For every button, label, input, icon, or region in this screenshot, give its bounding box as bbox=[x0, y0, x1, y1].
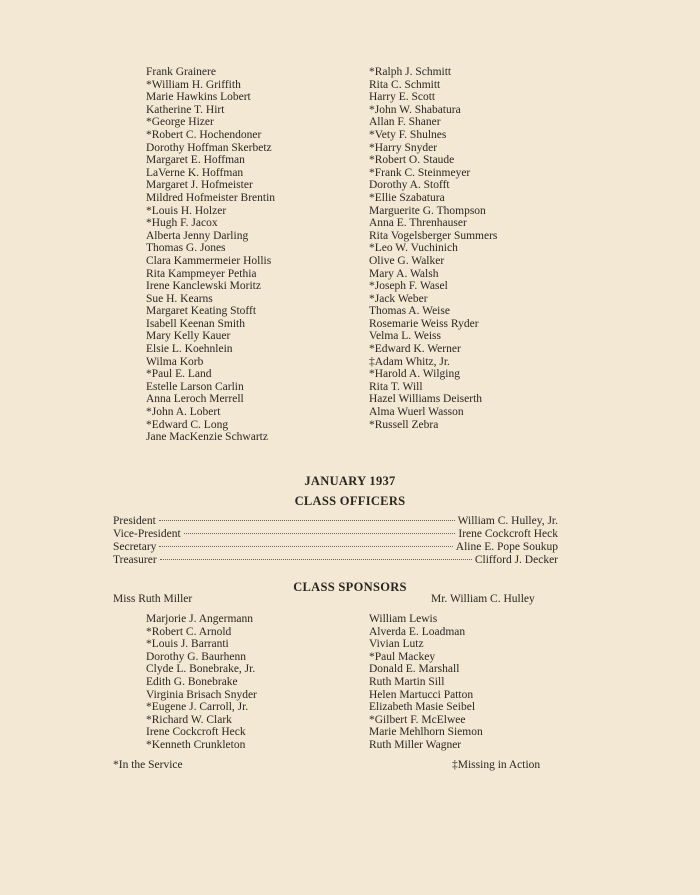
officer-name: Clifford J. Decker bbox=[474, 554, 558, 566]
name-entry: LaVerne K. Hoffman bbox=[146, 166, 244, 179]
name-entry: Olive G. Walker bbox=[369, 254, 445, 267]
name-entry: Marie Hawkins Lobert bbox=[146, 91, 251, 104]
name-entry: Vivian Lutz bbox=[369, 638, 424, 651]
name-entry: Helen Martucci Patton bbox=[369, 688, 474, 701]
name-entry: Wilma Korb bbox=[146, 355, 204, 368]
name-entry: Thomas G. Jones bbox=[146, 242, 226, 255]
name-entry: Clara Kammermeier Hollis bbox=[146, 254, 272, 267]
name-entry: Harry E. Scott bbox=[369, 91, 436, 104]
name-entry: ‡Adam Whitz, Jr. bbox=[369, 355, 450, 368]
name-entry: Mildred Hofmeister Brentin bbox=[146, 191, 276, 204]
name-entry: *Harold A. Wilging bbox=[369, 368, 461, 381]
name-entry: *George Hizer bbox=[146, 116, 214, 129]
name-entry: *John A. Lobert bbox=[146, 406, 221, 419]
name-entry: Ruth Martin Sill bbox=[369, 675, 445, 688]
name-entry: *Joseph F. Wasel bbox=[369, 280, 448, 293]
name-entry: Irene Cockcroft Heck bbox=[146, 726, 246, 739]
name-entry: Anna E. Threnhauser bbox=[369, 217, 467, 230]
name-entry: *Vety F. Shulnes bbox=[369, 128, 447, 141]
officer-title: President bbox=[113, 515, 156, 527]
class-date-heading: JANUARY 1937 bbox=[304, 474, 396, 488]
officer-name: William C. Hulley, Jr. bbox=[457, 515, 558, 527]
dot-leader bbox=[159, 520, 455, 521]
name-entry: Elizabeth Masie Seibel bbox=[369, 701, 476, 714]
officer-name: Irene Cockcroft Heck bbox=[458, 528, 558, 540]
name-entry: Mary A. Walsh bbox=[369, 267, 439, 280]
officer-title: Secretary bbox=[113, 541, 157, 553]
name-entry: Donald E. Marshall bbox=[369, 663, 460, 676]
name-entry: *Robert C. Hochendoner bbox=[146, 128, 262, 141]
sponsor-right: Mr. William C. Hulley bbox=[431, 593, 535, 605]
name-entry: Katherine T. Hirt bbox=[146, 103, 225, 116]
footnote-in-service: *In the Service bbox=[113, 759, 183, 771]
name-entry: Hazel Williams Deiserth bbox=[369, 393, 483, 406]
name-entry: *William H. Griffith bbox=[146, 78, 241, 91]
name-entry: *Richard W. Clark bbox=[146, 713, 232, 726]
name-entry: Rita T. Will bbox=[369, 380, 423, 393]
name-entry: Dorothy A. Stofft bbox=[369, 179, 450, 192]
sponsor-left: Miss Ruth Miller bbox=[113, 593, 193, 605]
name-entry: Frank Grainere bbox=[146, 66, 216, 78]
officer-title: Treasurer bbox=[113, 554, 157, 566]
officer-name: Aline E. Pope Soukup bbox=[455, 541, 558, 553]
name-entry: Allan F. Shaner bbox=[369, 116, 441, 129]
name-entry: Irene Kanclewski Moritz bbox=[146, 280, 261, 293]
name-entry: Estelle Larson Carlin bbox=[146, 380, 244, 393]
name-entry: Alverda E. Loadman bbox=[369, 625, 466, 638]
name-entry: William Lewis bbox=[369, 613, 438, 625]
class-list-right bbox=[369, 613, 483, 752]
name-entry: Isabell Keenan Smith bbox=[146, 317, 246, 330]
name-entry: Jane MacKenzie Schwartz bbox=[146, 431, 268, 444]
name-entry: *Louis H. Holzer bbox=[146, 204, 227, 217]
name-entry: *Harry Snyder bbox=[369, 141, 438, 154]
class-officers-heading: CLASS OFFICERS bbox=[294, 494, 406, 508]
name-entry: *Paul Mackey bbox=[369, 650, 436, 663]
name-entry: Sue H. Kearns bbox=[146, 292, 213, 305]
name-entry: *Hugh F. Jacox bbox=[146, 217, 218, 230]
name-entry: Alma Wuerl Wasson bbox=[369, 406, 464, 419]
officer-row bbox=[113, 554, 558, 567]
name-entry: *Eugene J. Carroll, Jr. bbox=[146, 701, 249, 714]
name-entry: Clyde L. Bonebrake, Jr. bbox=[146, 663, 256, 676]
name-entry: Rosemarie Weiss Ryder bbox=[369, 317, 479, 330]
name-entry: Anna Leroch Merrell bbox=[146, 393, 244, 406]
name-entry: Rita Vogelsberger Summers bbox=[369, 229, 498, 242]
name-entry: Dorothy Hoffman Skerbetz bbox=[146, 141, 272, 154]
name-entry: Margaret J. Hofmeister bbox=[146, 179, 253, 192]
class-list-left bbox=[146, 613, 257, 752]
name-entry: *Paul E. Land bbox=[146, 368, 212, 381]
officer-row bbox=[113, 541, 558, 554]
name-entry: Rita C. Schmitt bbox=[369, 78, 441, 91]
name-entry: Mary Kelly Kauer bbox=[146, 330, 231, 343]
name-entry: Edith G. Bonebrake bbox=[146, 675, 238, 688]
name-list-right bbox=[369, 66, 497, 431]
name-entry: *Leo W. Vuchinich bbox=[369, 242, 458, 255]
name-entry: Margaret Keating Stofft bbox=[146, 305, 257, 318]
name-entry: Alberta Jenny Darling bbox=[146, 229, 249, 242]
name-entry: Thomas A. Weise bbox=[369, 305, 450, 318]
name-entry: Velma L. Weiss bbox=[369, 330, 442, 343]
officer-row bbox=[113, 528, 558, 541]
name-list-left bbox=[146, 66, 275, 444]
name-entry: Marguerite G. Thompson bbox=[369, 204, 486, 217]
name-entry: *Robert O. Staude bbox=[369, 154, 455, 167]
name-entry: Marjorie J. Angermann bbox=[146, 613, 253, 625]
name-entry: *Robert C. Arnold bbox=[146, 625, 232, 638]
officer-title: Vice-President bbox=[113, 528, 181, 540]
name-entry: Rita Kampmeyer Pethia bbox=[146, 267, 257, 280]
name-entry: *Louis J. Barranti bbox=[146, 638, 229, 651]
class-sponsors-heading: CLASS SPONSORS bbox=[293, 580, 407, 594]
name-entry: *Gilbert F. McElwee bbox=[369, 713, 466, 726]
name-entry: *Edward C. Long bbox=[146, 418, 229, 431]
dot-leader bbox=[184, 533, 456, 534]
name-entry: *Kenneth Crunkleton bbox=[146, 738, 246, 751]
dot-leader bbox=[160, 559, 472, 560]
name-entry: *Frank C. Steinmeyer bbox=[369, 166, 471, 179]
name-entry: Margaret E. Hoffman bbox=[146, 154, 245, 167]
name-entry: *Edward K. Werner bbox=[369, 343, 461, 356]
officer-row bbox=[113, 515, 558, 528]
name-entry: *Ralph J. Schmitt bbox=[369, 66, 452, 78]
name-entry: *John W. Shabatura bbox=[369, 103, 461, 116]
name-entry: Dorothy G. Baurhenn bbox=[146, 650, 246, 663]
name-entry: Marie Mehlhorn Siemon bbox=[369, 726, 483, 739]
name-entry: *Russell Zebra bbox=[369, 418, 439, 431]
name-entry: Elsie L. Koehnlein bbox=[146, 343, 233, 356]
footnote-missing-in-action: ‡Missing in Action bbox=[452, 759, 541, 771]
name-entry: Virginia Brisach Snyder bbox=[146, 688, 257, 701]
name-entry: *Ellie Szabatura bbox=[369, 191, 445, 204]
dot-leader bbox=[159, 546, 452, 547]
name-entry: *Jack Weber bbox=[369, 292, 428, 305]
name-entry: Ruth Miller Wagner bbox=[369, 738, 462, 751]
